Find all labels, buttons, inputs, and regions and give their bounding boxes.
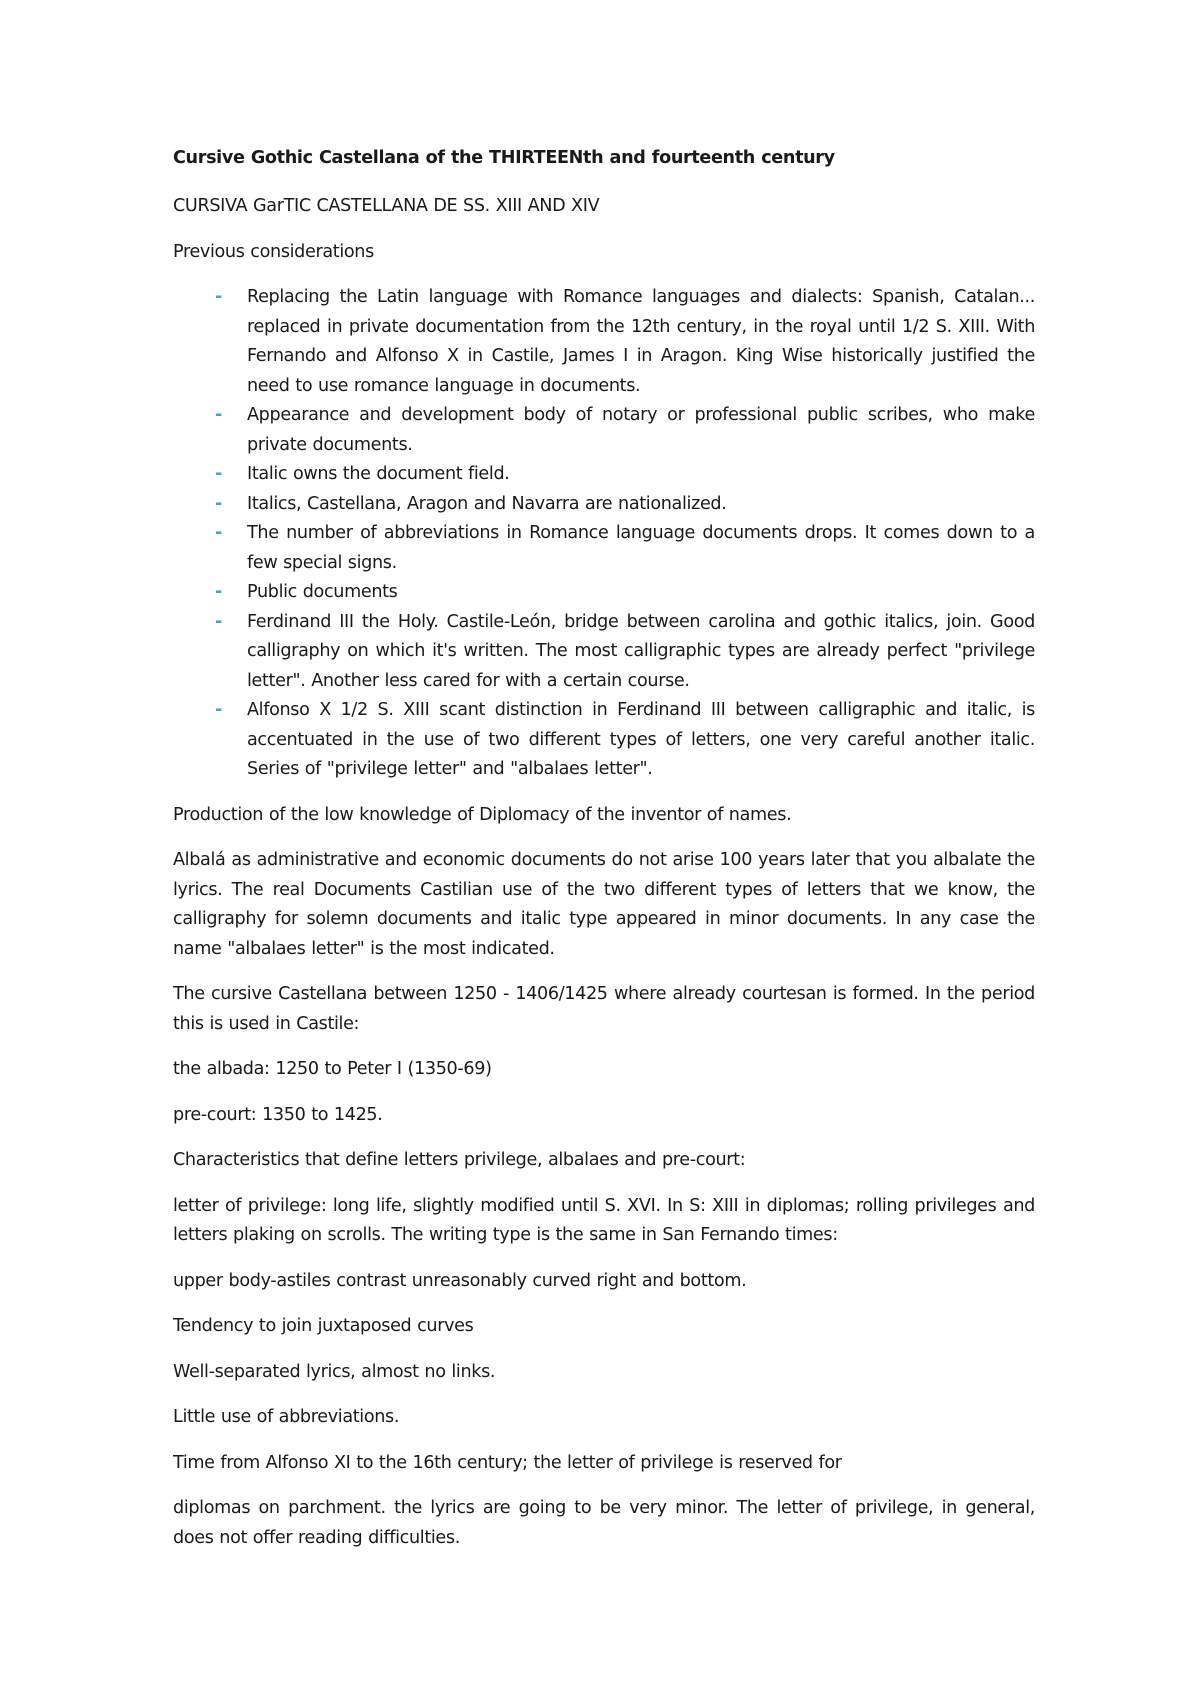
list-item-text: Public documents bbox=[247, 582, 398, 602]
dash-bullet-icon: - bbox=[215, 700, 222, 720]
body-paragraph: Tendency to join juxtaposed curves bbox=[173, 1316, 474, 1336]
body-paragraph: The cursive Castellana between 1250 - 1406/1425 where already courtesan is formed. In the period this is used in Castile: bbox=[173, 984, 1035, 1034]
section-heading: Previous considerations bbox=[173, 241, 374, 262]
body-paragraph: upper body-astiles contrast unreasonably curved right and bottom. bbox=[173, 1270, 747, 1291]
body-paragraph: Production of the low knowledge of Diplomacy of the inventor of names. bbox=[173, 804, 792, 825]
list-item-text: Italics, Castellana, Aragon and Navarra are nationalized. bbox=[247, 493, 727, 514]
list-item-text: Appearance and development body of notary or professional public scribes, who make private documents. bbox=[247, 405, 1035, 455]
body-paragraph: pre-court: 1350 to 1425. bbox=[173, 1104, 383, 1125]
list-item bbox=[173, 490, 1035, 520]
document-title: Cursive Gothic Castellana of the THIRTEENth and fourteenth century bbox=[173, 148, 835, 168]
body-paragraph: Time from Alfonso XI to the 16th century; the letter of privilege is reserved for bbox=[173, 1452, 842, 1473]
list-item-text: Replacing the Latin language with Romance languages and dialects: Spanish, Catalan... replaced in private documentation from the 12th century, in the royal until 1/2 S. XIII. With Fernando and Alfonso X in Castile, James I in Aragon. King Wise historically justified the need to use romance language in documents. bbox=[247, 287, 1035, 396]
body-paragraph: letter of privilege: long life, slightly modified until S. XVI. In S: XIII in diplomas; rolling privileges and letters plaking on scrolls. The writing type is the same in San Fernando times: bbox=[173, 1195, 1035, 1245]
body-paragraph: Well-separated lyrics, almost no links. bbox=[173, 1361, 496, 1382]
dash-bullet-icon: - bbox=[215, 611, 222, 632]
list-item-text: The number of abbreviations in Romance language documents drops. It comes down to a few special signs. bbox=[247, 523, 1035, 573]
body-paragraph: diplomas on parchment. the lyrics are going to be very minor. The letter of privilege, in general, does not offer reading difficulties. bbox=[173, 1498, 1035, 1548]
dash-bullet-icon: - bbox=[215, 287, 222, 307]
body-paragraph: the albada: 1250 to Peter I (1350-69) bbox=[173, 1059, 492, 1079]
dash-bullet-icon: - bbox=[215, 464, 222, 484]
list-item bbox=[173, 460, 1035, 490]
list-item bbox=[173, 578, 1035, 608]
document-subtitle: CURSIVA GarTIC CASTELLANA DE SS. XIII AND XIV bbox=[173, 196, 600, 216]
document-page bbox=[173, 144, 1035, 1569]
list-item bbox=[173, 283, 1035, 401]
body-paragraph: Little use of abbreviations. bbox=[173, 1407, 400, 1427]
list-item-text: Ferdinand III the Holy. Castile-León, bridge between carolina and gothic italics, join. Good calligraphy on which it's written. The most calligraphic types are already perfect "privilege letter". Another less cared for with a certain course. bbox=[247, 611, 1035, 691]
dash-bullet-icon: - bbox=[215, 523, 222, 543]
body-paragraph: Characteristics that define letters privilege, albalaes and pre-court: bbox=[173, 1150, 746, 1170]
list-item-text: Italic owns the document field. bbox=[247, 464, 510, 484]
dash-bullet-icon: - bbox=[215, 405, 222, 425]
considerations-list bbox=[173, 283, 1035, 785]
list-item-text: Alfonso X 1/2 S. XIII scant distinction in Ferdinand III between calligraphic and italic, is accentuated in the use of two different types of letters, one very careful another italic. Series of "privilege letter" and "albalaes letter". bbox=[247, 700, 1035, 779]
dash-bullet-icon: - bbox=[215, 582, 222, 602]
dash-bullet-icon: - bbox=[215, 493, 222, 514]
list-item bbox=[173, 696, 1035, 785]
list-item bbox=[173, 401, 1035, 460]
list-item bbox=[173, 608, 1035, 697]
list-item bbox=[173, 519, 1035, 578]
body-paragraph: Albalá as administrative and economic documents do not arise 100 years later that you albalate the lyrics. The real Documents Castilian use of the two different types of letters that we know, the calligraphy for solemn documents and italic type appeared in minor documents. In any case the name "albalaes letter" is the most indicated. bbox=[173, 850, 1035, 959]
